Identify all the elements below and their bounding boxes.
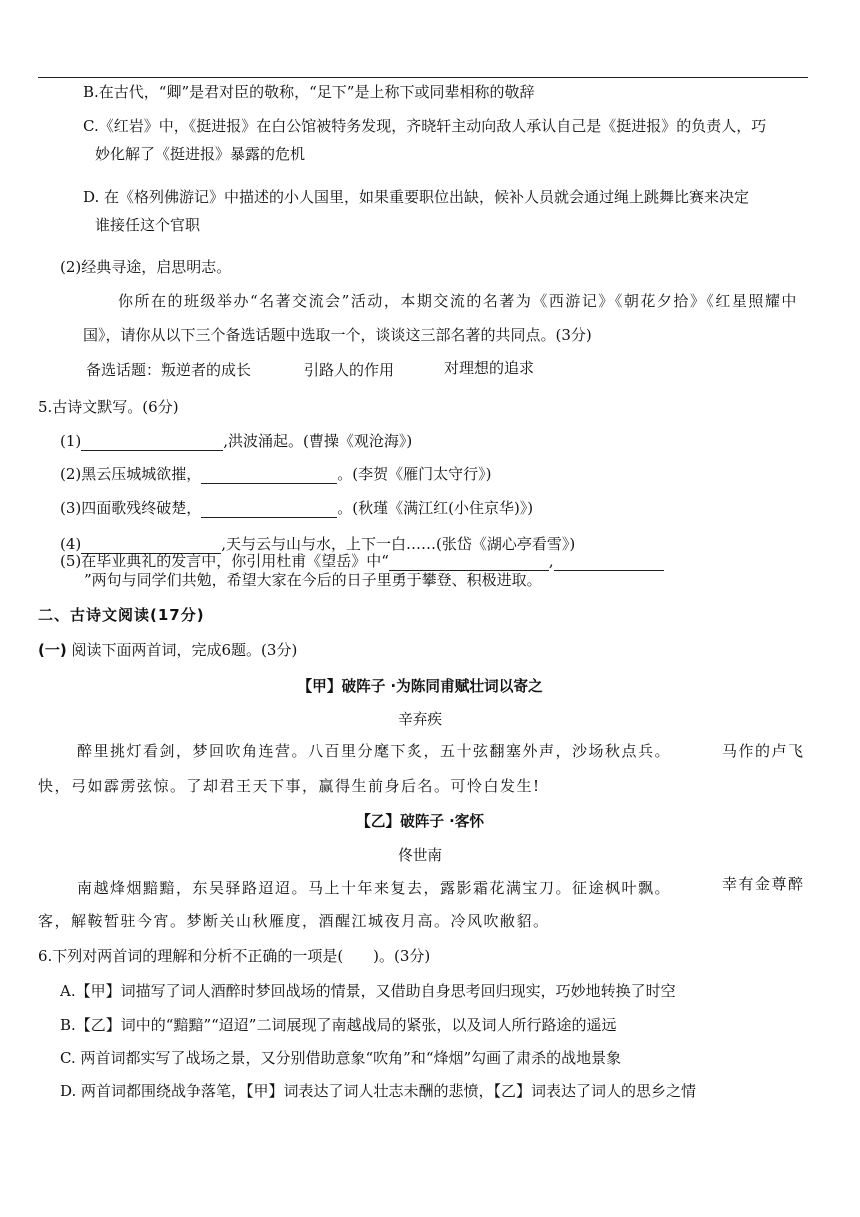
q6-option-a: A.【甲】词描写了词人酒醉时梦回战场的情景，又借助自身思考回归现实，巧妙地转换了时空 [60, 982, 676, 1000]
poem-b-line1-tail: 幸有金尊醉 [722, 875, 805, 893]
q5-item4-prefix: (4) [60, 535, 82, 553]
q5-item3-prefix: (3)四面歌残终破楚， [60, 499, 202, 517]
q5-item5-line1: (5)在毕业典礼的发言中，你引用杜甫《望岳》中“ , [60, 551, 664, 571]
q5-item5-blank-2[interactable] [554, 554, 664, 571]
q4-option-b: B.在古代，“卿”是君对臣的敬称，“足下”是上称下或同辈相称的敬辞 [83, 83, 535, 101]
header-rule [38, 77, 808, 78]
q4-2-topics-label: 备选话题：叛逆者的成长 [86, 361, 252, 379]
poem-a-line2: 快，弓如霹雳弦惊。了却君王天下事，赢得生前身后名。可怜白发生! [38, 777, 541, 795]
q5-heading: 5.古诗文默写。(6分) [38, 398, 179, 416]
poem-b-title: 【乙】破阵子 ·客怀 [356, 812, 485, 830]
q5-item3 [60, 498, 533, 518]
poem-b-line1: 南越烽烟黯黯，东吴驿路迢迢。马上十年来复去，露影霜花满宝刀。征途枫叶飘。 [77, 879, 672, 897]
q5-item5-line2: ”两句与同学们共勉，希望大家在今后的日子里勇于攀登、积极进取。 [84, 571, 542, 589]
q4-2-heading: (2)经典寻途，启思明志。 [60, 258, 232, 276]
q5-item1 [60, 431, 412, 451]
q5-item5-prefix: (5)在毕业典礼的发言中，你引用杜甫《望岳》中“ [60, 552, 389, 570]
q4-option-c-line1: C.《红岩》中，《挺进报》在白公馆被特务发现，齐晓轩主动向敌人承认自己是《挺进报》的负责人，巧 [83, 117, 767, 135]
q5-item1-prefix: (1) [60, 432, 82, 450]
q5-item2-prefix: (2)黑云压城城欲摧， [60, 465, 202, 483]
q5-item2 [60, 464, 491, 484]
q5-item3-suffix: 。(秋瑾《满江红(小住京华)》) [337, 499, 534, 517]
q4-2-body-line1: 你所在的班级举办“名著交流会”活动，本期交流的名著为《西游记》《朝花夕拾》《红星照耀中 [118, 292, 798, 310]
q6-option-c: C. 两首词都实写了战场之景，又分别借助意象“吹角”和“烽烟”勾画了肃杀的战地景象 [60, 1049, 622, 1067]
q5-item2-blank[interactable] [201, 467, 337, 484]
poem-a-line1: 醉里挑灯看剑，梦回吹角连营。八百里分麾下炙，五十弦翻塞外声，沙场秋点兵。 [77, 742, 672, 760]
poem-a-line1-tail: 马作的卢飞 [722, 742, 805, 760]
section2-sub-text: 阅读下面两首词，完成6题。(3分) [71, 641, 298, 659]
poem-a-title: 【甲】破阵子 ·为陈同甫赋壮词以寄之 [297, 677, 543, 695]
poem-a-author: 辛弃疾 [398, 710, 443, 728]
q5-item3-blank[interactable] [201, 501, 337, 518]
q5-item5-blank-1[interactable] [389, 554, 549, 571]
q4-2-topic-3: 对理想的追求 [444, 359, 535, 377]
section2-sub [38, 640, 297, 660]
q5-item4-suffix: ,天与云与山与水，上下一白……(张岱《湖心亭看雪》) [221, 535, 576, 553]
section2-sub-prefix: (一) [38, 641, 67, 659]
q6-option-d: D. 两首词都围绕战争落笔，【甲】词表达了词人壮志未酬的悲愤，【乙】词表达了词人的思乡之情 [60, 1082, 697, 1100]
section2-heading: 二、古诗文阅读(17分) [38, 606, 205, 624]
q4-option-d-line2: 谁接任这个官职 [95, 216, 201, 234]
q6-option-b: B.【乙】词中的“黯黯”“迢迢”二词展现了南越战局的紧张，以及词人所行路途的遥远 [60, 1016, 617, 1034]
q4-2-topic-2: 引路人的作用 [304, 361, 395, 379]
poem-b-line2: 客，解鞍暂驻今宵。梦断关山秋雁度，酒醒江城夜月高。冷风吹敝貂。 [38, 912, 550, 930]
q4-option-d-line1: D. 在《格列佛游记》中描述的小人国里，如果重要职位出缺，候补人员就会通过绳上跳舞比赛来决定 [83, 188, 750, 206]
q4-option-c-line2: 妙化解了《挺进报》暴露的危机 [95, 145, 306, 163]
q5-item1-suffix: ,洪波涌起。(曹操《观沧海》) [223, 432, 413, 450]
poem-b-author: 佟世南 [398, 846, 443, 864]
q4-2-body-line2: 国》，请你从以下三个备选话题中选取一个，谈谈这三部名著的共同点。(3分) [83, 326, 592, 344]
q5-item1-blank[interactable] [81, 434, 223, 451]
q6-stem: 6.下列对两首词的理解和分析不正确的一项是( )。(3分) [38, 947, 431, 965]
q5-item2-suffix: 。(李贺《雁门太守行》) [337, 465, 492, 483]
